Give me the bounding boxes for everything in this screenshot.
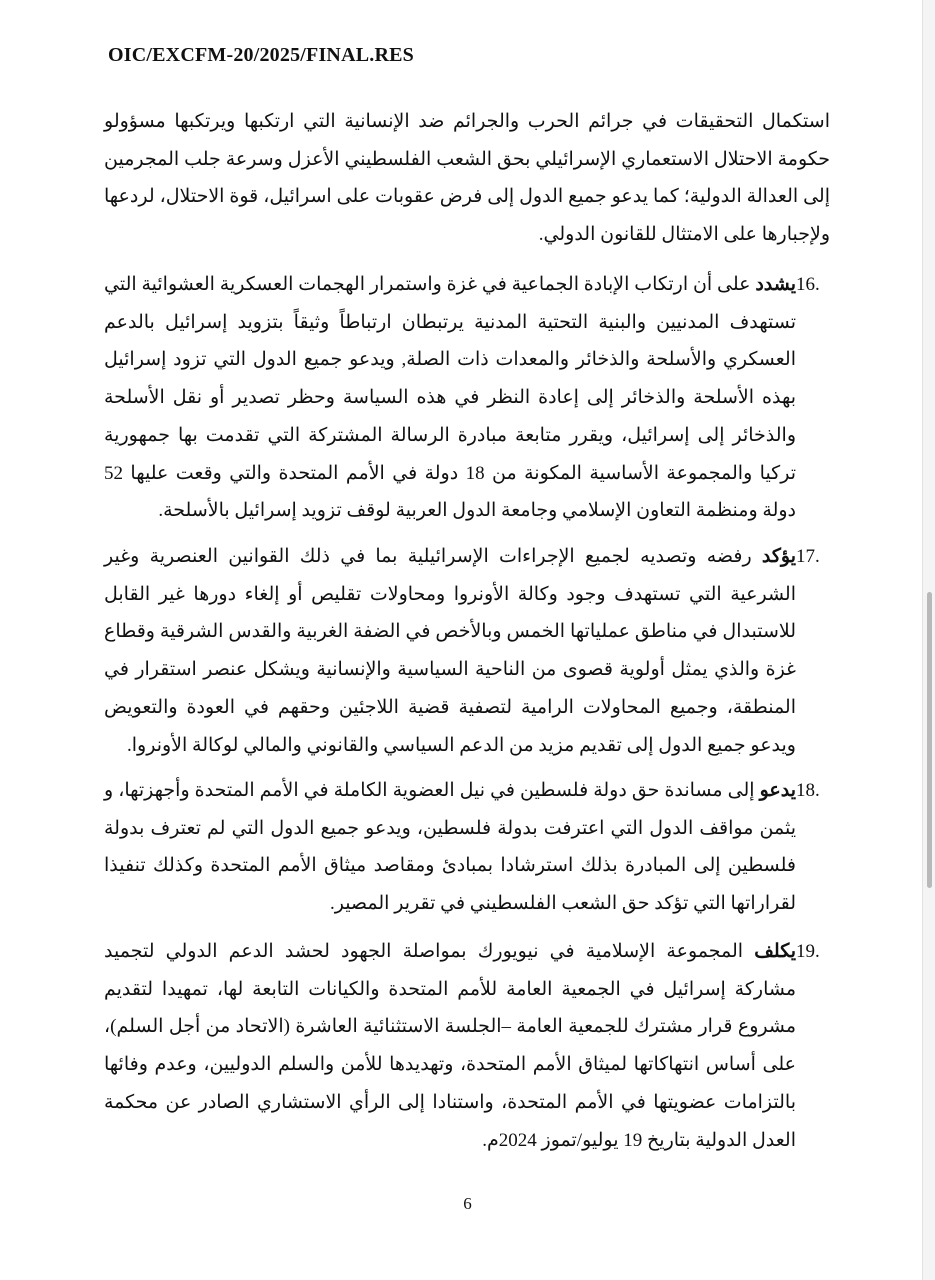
item-text bbox=[104, 933, 796, 1159]
item-text bbox=[104, 538, 796, 764]
item-number: 18. bbox=[796, 780, 820, 801]
item-keyword: يدعو bbox=[759, 780, 796, 801]
item-number: 17. bbox=[796, 546, 820, 567]
page-number: 6 bbox=[463, 1194, 472, 1213]
viewer-scrollbar-thumb[interactable] bbox=[927, 592, 932, 888]
item-body: رفضه وتصديه لجميع الإجراءات الإسرائيلية بما في ذلك القوانين العنصرية وغير الشرعية التي تستهدف وجود وكالة الأونروا ومحاولات تقليص أو إلغاء دورها غير القابل للاستبدال في مناطق عملياتها الخمس وبالأخص في الضفة الغربية والقدس الشرقية وقطاع غزة والذي يمثل أولوية قصوى من الناحية السياسية والإنسانية ويشكل عنصر استقرار في المنطقة، وجميع المحاولات الرامية لتصفية قضية اللاجئين وحقهم في العودة والتعويض ويدعو جميع الدول إلى تقديم مزيد من الدعم السياسي والقانوني والمالي لوكالة الأونروا. bbox=[104, 546, 796, 756]
item-text bbox=[104, 266, 796, 530]
item-body: المجموعة الإسلامية في نيويورك بمواصلة الجهود لحشد الدعم الدولي لتجميد مشاركة إسرائيل في الجمعية العامة للأمم المتحدة والكيانات التابعة لها، تمهيدا لتقديم مشروع قرار مشترك للجمعية العامة –الجلسة الاستثنائية العاشرة (الاتحاد من أجل السلم)، على أساس انتهاكاتها لميثاق الأمم المتحدة، وتهديدها للأمن والسلم الدوليين، وعدم وفائها بالتزامات عضويتها في الأمم المتحدة، واستنادا إلى الرأي الاستشاري الصادر عن محكمة العدل الدولية بتاريخ 19 يوليو/تموز 2024م. bbox=[104, 941, 796, 1151]
item-text bbox=[104, 772, 796, 923]
item-number: 19. bbox=[796, 941, 820, 962]
item-keyword: يشدد bbox=[755, 274, 796, 295]
resolution-item-19 bbox=[104, 933, 830, 1159]
resolution-item-16 bbox=[104, 266, 830, 530]
viewer-scrollbar-track[interactable] bbox=[922, 0, 935, 1280]
resolution-item-18 bbox=[104, 772, 830, 923]
continuation-paragraph: استكمال التحقيقات في جرائم الحرب والجرائم ضد الإنسانية التي ارتكبها ويرتكبها مسؤولو حكومة الاحتلال الاستعماري الإسرائيلي بحق الشعب الفلسطيني الأعزل وسرعة جلب المجرمين إلى العدالة الدولية؛ كما يدعو جميع الدول إلى فرض عقوبات على اسرائيل، قوة الاحتلال، لردعها ولإجبارها على الامتثال للقانون الدولي. bbox=[104, 111, 830, 246]
item-keyword: يكلف bbox=[754, 941, 796, 962]
item-body: إلى مساندة حق دولة فلسطين في نيل العضوية الكاملة في الأمم المتحدة وأجهزتها، و يثمن مواقف الدول التي اعترفت بدولة فلسطين، ويدعو جميع الدول التي لم تعترف بدولة فلسطين إلى المبادرة بذلك استرشادا بمبادئ ومقاصد ميثاق الأمم المتحدة وكذلك تنفيذا لقراراتها التي تؤكد حق الشعب الفلسطيني في تقرير المصير. bbox=[104, 780, 796, 915]
item-body: على أن ارتكاب الإبادة الجماعية في غزة واستمرار الهجمات العسكرية العشوائية التي تستهدف المدنيين والبنية التحتية المدنية يرتبطان ارتباطاً وثيقاً بتزويد إسرائيل بالدعم العسكري والأسلحة والذخائر والمعدات ذات الصلة, ويدعو جميع الدول التي تزود إسرائيل بهذه الأسلحة والذخائر إلى إعادة النظر في هذه السياسة وحظر تصدير أو نقل الأسلحة والذخائر إلى إسرائيل، ويقرر متابعة مبادرة الرسالة المشتركة التي تقدمت بها جمهورية تركيا والمجموعة الأساسية المكونة من 18 دولة في الأمم المتحدة والتي وقعت عليها 52 دولة ومنظمة التعاون الإسلامي وجامعة الدول العربية لوقف تزويد إسرائيل بالأسلحة. bbox=[104, 274, 797, 522]
item-keyword: يؤكد bbox=[761, 546, 796, 567]
item-number: 16. bbox=[796, 274, 820, 295]
document-code-header: OIC/EXCFM-20/2025/FINAL.RES bbox=[108, 44, 414, 66]
resolution-item-17 bbox=[104, 538, 830, 764]
